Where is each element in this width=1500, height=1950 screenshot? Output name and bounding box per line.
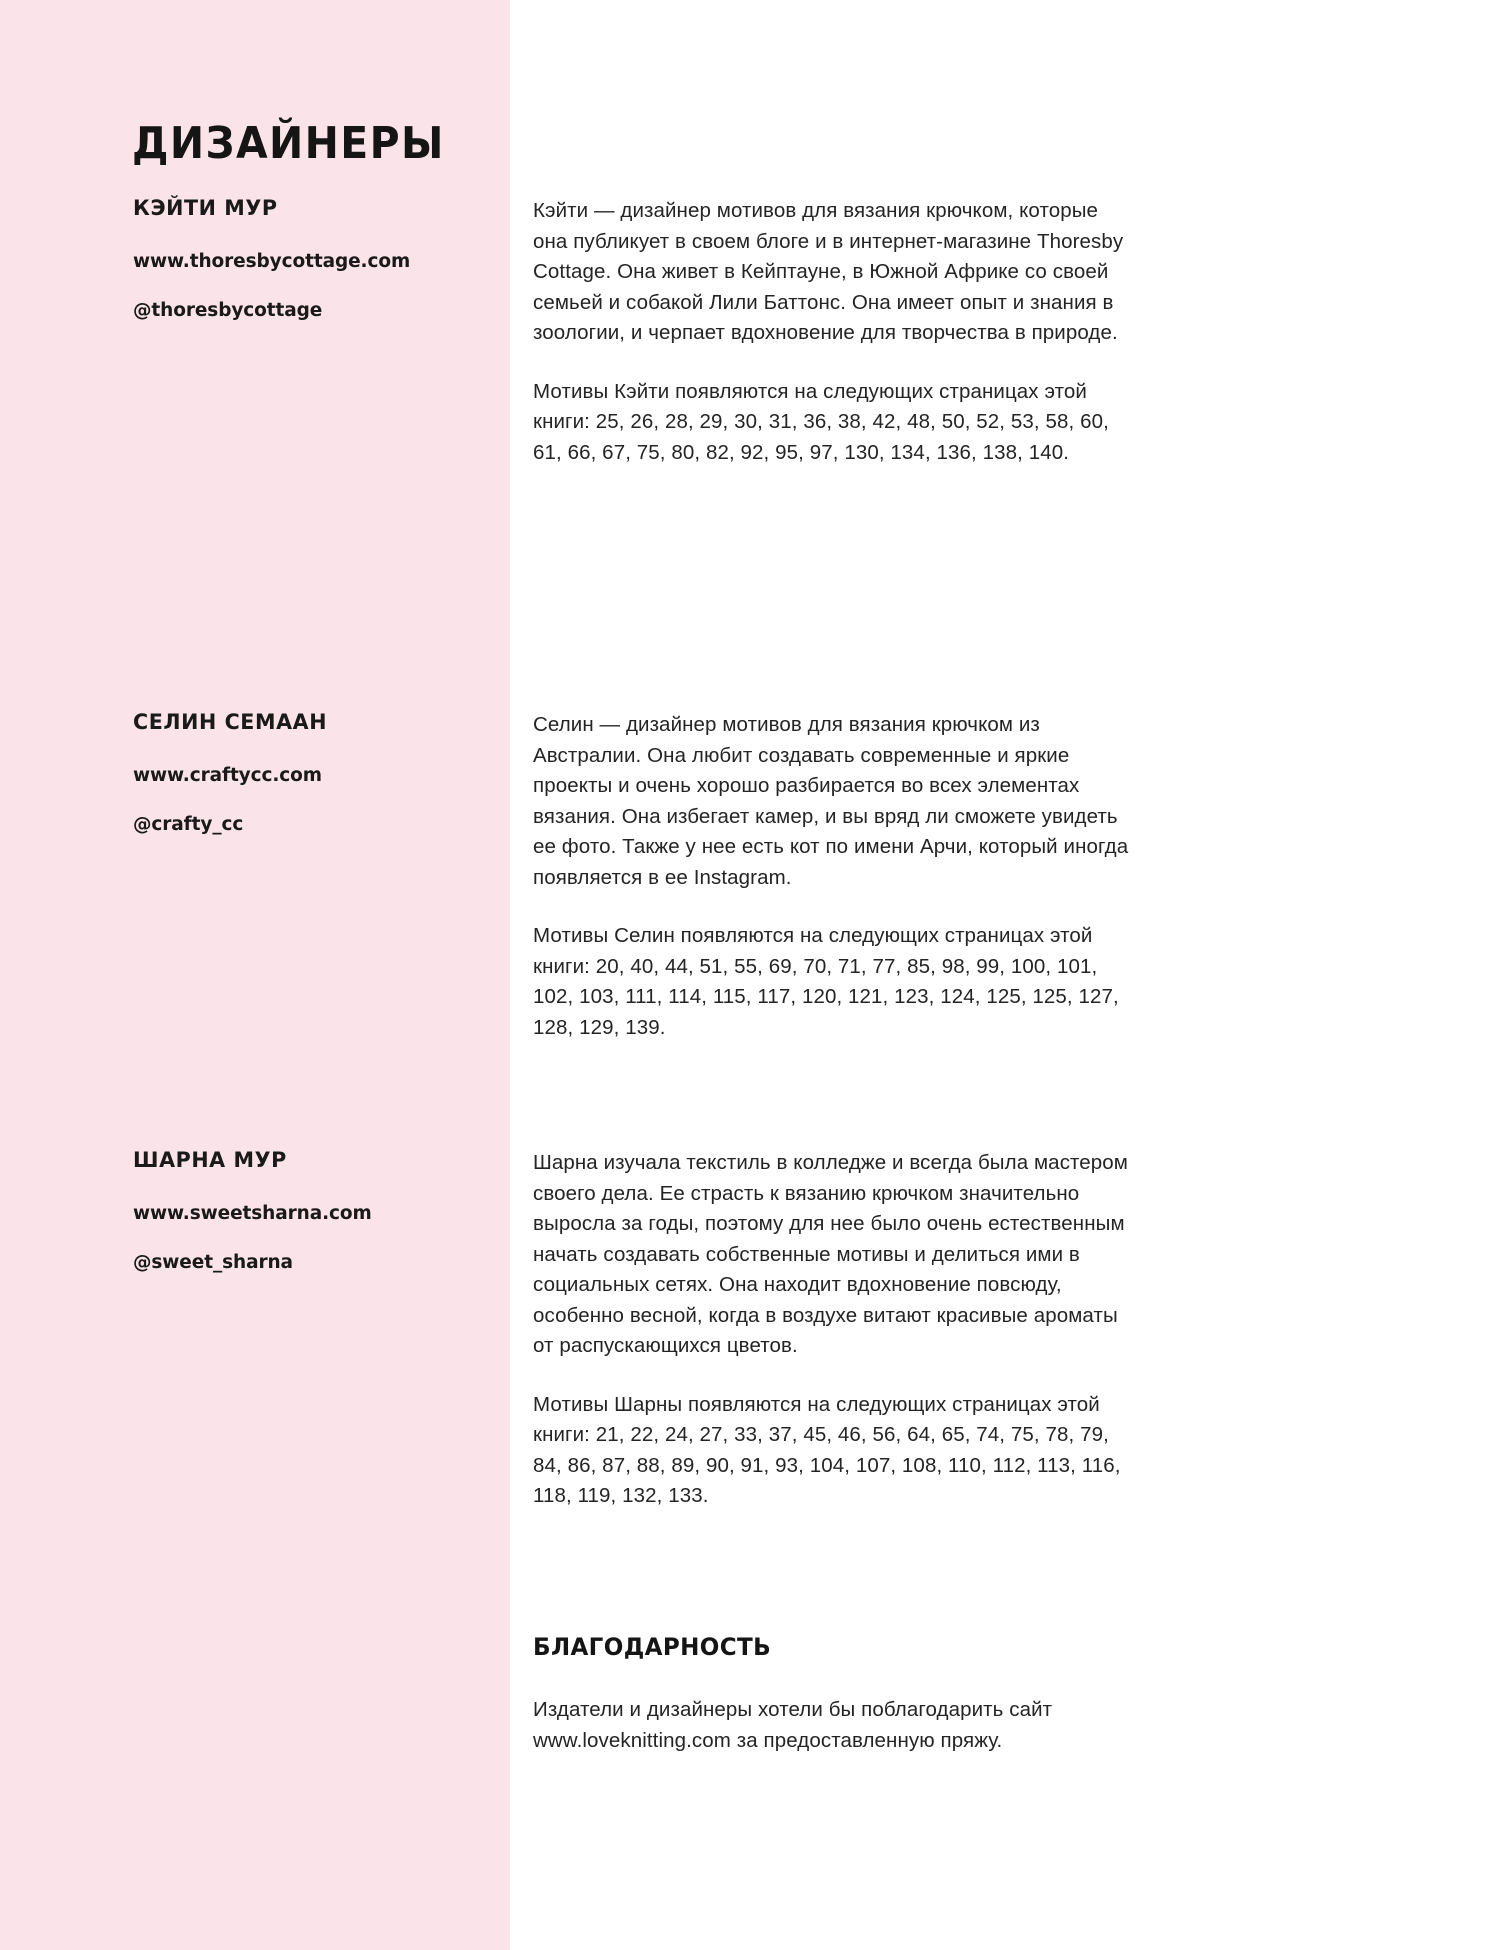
designer-website-2[interactable]: www.craftycc.com [133,765,322,786]
designer-info-1 [133,196,483,321]
designer-social-handle-1[interactable]: @thoresbycottage [133,300,323,321]
designer-name-3: ШАРНА МУР [133,1148,287,1173]
designer-social-handle-2[interactable]: @crafty_cc [133,814,244,835]
designer-info-2 [133,710,483,835]
acknowledgement-section [533,1633,1153,1756]
designer-description-2 [533,710,1133,1043]
designer-social-handle-3[interactable]: @sweet_sharna [133,1252,293,1273]
designer-name-1: КЭЙТИ МУР [133,196,278,221]
designer-pages-2: Мотивы Селин появляются на следующих страницах этой книги: 20, 40, 44, 51, 55, 69, 70, 71, 77, 85, 98, 99, 100, 101, 102, 103, 111, 114, 115, 117, 120, 121, 123, 124, 125, 125, 127, 128, 129, 139. [533,924,1119,1039]
designer-pages-1: Мотивы Кэйти появляются на следующих страницах этой книги: 25, 26, 28, 29, 30, 31, 36, 38, 42, 48, 50, 52, 53, 58, 60, 61, 66, 67, 75, 80, 82, 92, 95, 97, 130, 134, 136, 138, 140. [533,379,1109,464]
designer-pages-3: Мотивы Шарны появляются на следующих страницах этой книги: 21, 22, 24, 27, 33, 37, 45, 46, 56, 64, 65, 74, 75, 78, 79, 84, 86, 87, 88, 89, 90, 91, 93, 104, 107, 108, 110, 112, 113, 116, 118, 119, 132, 133. [533,1392,1121,1507]
designer-description-1 [533,196,1133,468]
acknowledgement-text: Издатели и дизайнеры хотели бы поблагодарить сайт www.loveknitting.com за предоставленную пряжу. [533,1698,1053,1752]
acknowledgement-title: БЛАГОДАРНОСТЬ [533,1633,772,1661]
designer-bio-1: Кэйти — дизайнер мотивов для вязания крючком, которые она публикует в своем блоге и в интернет-магазине Thoresby Cottage. Она живет в Кейптауне, в Южной Африке со своей семьей и собакой Лили Баттонс. Она имеет опыт и знания в зоологии, и черпает вдохновение для творчества в природе. [533,199,1124,344]
designer-bio-3: Шарна изучала текстиль в колледже и всегда была мастером своего дела. Ее страсть к вязанию крючком значительно выросла за годы, поэтому для нее было очень естественным начать создавать собственные мотивы и делиться ими в социальных сетях. Она находит вдохновение повсюду, особенно весной, когда в воздухе витают красивые ароматы от распускающихся цветов. [533,1151,1128,1357]
designer-bio-2: Селин — дизайнер мотивов для вязания крючком из Австралии. Она любит создавать современные и яркие проекты и очень хорошо разбирается во всех элементах вязания. Она избегает камер, и вы вряд ли сможете увидеть ее фото. Также у нее есть кот по имени Арчи, который иногда появляется в ее Instagram. [533,713,1129,889]
designer-description-3 [533,1148,1133,1512]
page-title: ДИЗАЙНЕРЫ [132,118,445,169]
designer-website-3[interactable]: www.sweetsharna.com [133,1203,372,1224]
designer-info-3 [133,1148,483,1273]
designer-website-1[interactable]: www.thoresbycottage.com [133,251,411,272]
designer-name-2: СЕЛИН СЕМААН [133,710,328,735]
